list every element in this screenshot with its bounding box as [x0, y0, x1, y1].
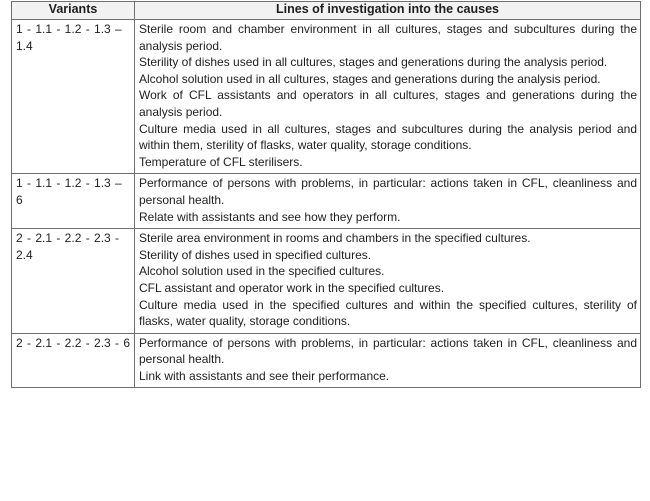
line-item: Work of CFL assistants and operators in all cultures, stages and generations during the analysis period.	[139, 88, 637, 119]
lines-cell	[135, 229, 641, 334]
causes-table	[11, 1, 641, 388]
line-item: Temperature of CFL sterilisers.	[139, 154, 303, 169]
header-variants: Variants	[12, 2, 135, 20]
line-item: Culture media used in all cultures, stages and subcultures during the analysis period and within them, sterility of flasks, water quality, storage conditions.	[139, 121, 637, 153]
table-row	[12, 20, 641, 174]
lines-cell	[135, 174, 641, 229]
header-lines-of-investigation: Lines of investigation into the causes	[135, 2, 641, 20]
line-item: Sterility of dishes used in specified cultures.	[139, 247, 372, 262]
variant-cell: 1 - 1.1 - 1.2 - 1.3 – 6	[12, 174, 135, 229]
line-item: CFL assistant and operator work in the specified cultures.	[139, 280, 445, 295]
variant-cell: 2 - 2.1 - 2.2 - 2.3 - 2.4	[12, 229, 135, 334]
variant-cell: 2 - 2.1 - 2.2 - 2.3 - 6	[12, 333, 135, 388]
line-item: Performance of persons with problems, in particular: actions taken in CFL, cleanliness and personal health.	[139, 176, 637, 207]
lines-cell	[135, 20, 641, 174]
line-item: Alcohol solution used in the specified cultures.	[139, 264, 385, 279]
line-item: Culture media used in the specified cultures and within the specified cultures, sterility of flasks, water quality, storage conditions.	[139, 297, 637, 329]
table-row	[12, 174, 641, 229]
table-row	[12, 333, 641, 388]
line-item: Relate with assistants and see how they perform.	[139, 209, 401, 224]
line-item: Sterile room and chamber environment in all cultures, stages and subcultures during the analysis period.	[139, 22, 637, 53]
table-row	[12, 229, 641, 334]
line-item: Performance of persons with problems, in particular: actions taken in CFL, cleanliness and personal health.	[139, 335, 637, 367]
line-item: Link with assistants and see their performance.	[139, 368, 390, 383]
variant-cell: 1 - 1.1 - 1.2 - 1.3 – 1.4	[12, 20, 135, 174]
header-row	[12, 2, 641, 20]
line-item: Alcohol solution used in all cultures, stages and generations during the analysis period.	[139, 71, 601, 86]
line-item: Sterility of dishes used in all cultures, stages and generations during the analysis period.	[139, 55, 608, 70]
lines-cell	[135, 333, 641, 388]
line-item: Sterile area environment in rooms and chambers in the specified cultures.	[139, 231, 531, 246]
